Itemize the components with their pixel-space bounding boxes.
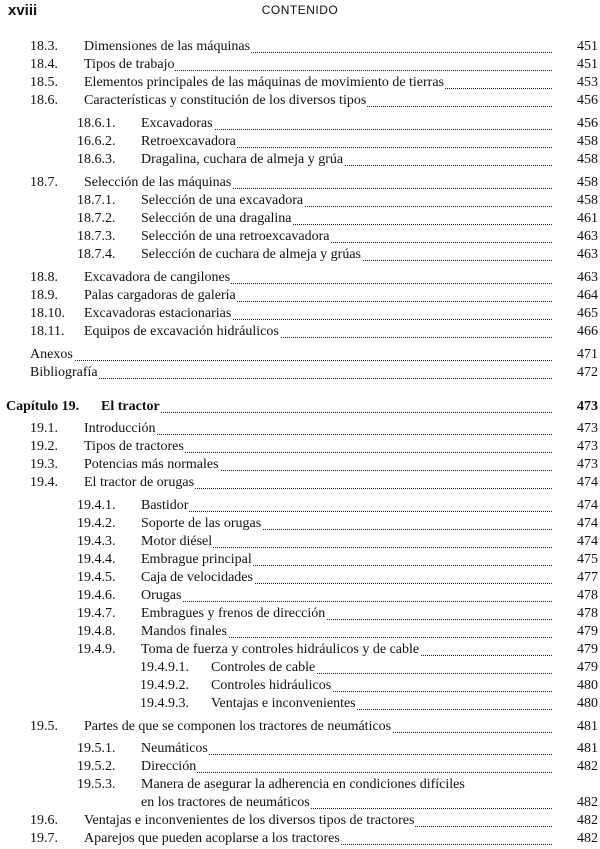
toc-entry-number: 19.5.3. xyxy=(77,777,116,792)
toc-entry-page: 481 xyxy=(577,719,598,734)
toc-entry-page: 475 xyxy=(577,552,598,567)
toc-entry-number: 19.5.2. xyxy=(77,759,116,774)
toc-entry-page: 482 xyxy=(577,813,598,828)
toc-entry-page: 479 xyxy=(577,624,598,639)
toc-entry-page: 465 xyxy=(577,306,598,321)
toc-entry-number: 18.7. xyxy=(30,175,58,190)
toc-entry xyxy=(0,718,598,736)
toc-entry-number: 19.4.9. xyxy=(77,642,116,657)
toc-entry-page: 481 xyxy=(577,741,598,756)
toc-entry-number: 18.8. xyxy=(30,270,58,285)
toc-entry-page: 479 xyxy=(577,642,598,657)
toc-entry-title: Selección de una retroexcavadora xyxy=(141,229,330,244)
toc-entry xyxy=(0,364,598,382)
toc-entry-title: Introducción xyxy=(84,421,156,436)
toc-entry-title: El tractor de orugas xyxy=(84,475,195,490)
toc-entry-page: 456 xyxy=(577,116,598,131)
toc-entry-number: 19.1. xyxy=(30,421,58,436)
toc-entry-number: 19.7. xyxy=(30,831,58,846)
toc-entry-page: 463 xyxy=(577,229,598,244)
toc-entry-number: 19.3. xyxy=(30,457,58,472)
toc-entry-page: 458 xyxy=(577,152,598,167)
toc-entry-number: 19.6. xyxy=(30,813,58,828)
toc-entry-number: 19.4.1. xyxy=(77,498,116,513)
toc-entry xyxy=(0,151,598,169)
toc-entry-number: 18.7.1. xyxy=(77,193,116,208)
dot-leader xyxy=(30,342,552,361)
toc-entry-number: 19.4.3. xyxy=(77,534,116,549)
toc-entry-number: 18.6.3. xyxy=(77,152,116,167)
toc-entry-number: 18.5. xyxy=(30,75,58,90)
toc-entry-title: Características y constitución de los diversos tipos xyxy=(84,93,367,108)
toc-entry-title: Selección de una excavadora xyxy=(141,193,304,208)
toc-entry-title: Palas cargadoras de galería xyxy=(84,288,236,303)
toc-entry-page: 474 xyxy=(577,534,598,549)
toc-entry-number: 18.10. xyxy=(30,306,65,321)
toc-entry-title: Ventajas e inconvenientes de los diversos tipos de tractores xyxy=(84,813,415,828)
toc-entry-number: 19.4. xyxy=(30,475,58,490)
toc-entry-title: Selección de una dragalina xyxy=(141,211,292,226)
toc-entry-title: Controles hidráulicos xyxy=(211,678,332,693)
toc-entry-page: 478 xyxy=(577,606,598,621)
toc-entry-title: Embragues y frenos de dirección xyxy=(141,606,326,621)
toc-entry-page: 473 xyxy=(577,457,598,472)
toc-entry-title: Motor diésel xyxy=(141,534,213,549)
toc-entry-page: 473 xyxy=(577,421,598,436)
toc-entry-number: 19.4.9.3. xyxy=(140,696,189,711)
dot-leader xyxy=(141,754,552,773)
toc-entry-title: Dimensiones de las máquinas xyxy=(84,39,251,54)
toc-entry-title: Tipos de tractores xyxy=(84,439,184,454)
toc-entry-title: Dragalina, cuchara de almeja y grúa xyxy=(141,152,344,167)
toc-entry-title: Equipos de excavación hidráulicos xyxy=(84,324,279,339)
toc-entry xyxy=(0,758,598,776)
page-number: xviii xyxy=(8,2,38,19)
toc-entry-number: 16.6.2. xyxy=(77,134,116,149)
toc-entry-title: Soporte de las orugas xyxy=(141,516,262,531)
dot-leader xyxy=(101,394,552,413)
toc-entry-page: 451 xyxy=(577,57,598,72)
toc-entry-number: 18.3. xyxy=(30,39,58,54)
toc-entry-number: 18.4. xyxy=(30,57,58,72)
toc-entry xyxy=(0,246,598,264)
toc-entry-page: 473 xyxy=(577,439,598,454)
toc-entry-number: 19.4.2. xyxy=(77,516,116,531)
toc-entry-page: 458 xyxy=(577,175,598,190)
toc-entry-title: Aparejos que pueden acoplarse a los tractores xyxy=(84,831,340,846)
running-head: CONTENIDO xyxy=(261,3,339,17)
toc-entry-number: 19.4.5. xyxy=(77,570,116,585)
toc-entry-page: 463 xyxy=(577,247,598,262)
toc-entry xyxy=(0,474,598,492)
dot-leader xyxy=(30,360,552,379)
toc-entry-title: Partes de que se componen los tractores de neumáticos xyxy=(84,719,392,734)
toc-entry-page: 458 xyxy=(577,134,598,149)
dot-leader xyxy=(141,493,552,512)
toc-entry-number: 18.6.1. xyxy=(77,116,116,131)
toc-entry-page: 456 xyxy=(577,93,598,108)
toc-entry-page: 479 xyxy=(577,660,598,675)
toc-entry xyxy=(0,398,598,416)
toc-entry xyxy=(0,92,598,110)
toc-entry-title: Bastidor xyxy=(141,498,189,513)
toc-entry-page: 461 xyxy=(577,211,598,226)
toc-entry-page: 482 xyxy=(577,759,598,774)
toc-entry-title: Caja de velocidades xyxy=(141,570,253,585)
toc-entry-page: 458 xyxy=(577,193,598,208)
toc-entry-number: Capítulo 19. xyxy=(6,399,80,414)
toc-entry-title: Dirección xyxy=(141,759,197,774)
toc-entry-title: Tipos de trabajo xyxy=(84,57,175,72)
toc-entry-page: 463 xyxy=(577,270,598,285)
toc-entry-title: Embrague principal xyxy=(141,552,252,567)
toc-entry-number: 19.4.6. xyxy=(77,588,116,603)
dot-leader xyxy=(141,583,552,602)
toc-entry-number: 19.4.4. xyxy=(77,552,116,567)
toc-entry-title: Orugas xyxy=(141,588,182,603)
toc-entry-page: 466 xyxy=(577,324,598,339)
toc-entry-title: Selección de cuchara de almeja y grúas xyxy=(141,247,362,262)
toc-entry-title: Selección de las máquinas xyxy=(84,175,232,190)
toc-entry-page: 474 xyxy=(577,498,598,513)
toc-entry-title: Controles de cable xyxy=(211,660,316,675)
toc-entry-page: 474 xyxy=(577,516,598,531)
toc-entry xyxy=(0,830,598,848)
toc-entry-number: 19.4.9.2. xyxy=(140,678,189,693)
toc-entry-title-continued: en los tractores de neumáticos xyxy=(141,795,310,810)
toc-entry-page: 471 xyxy=(577,347,598,362)
toc-entry-title: Excavadoras xyxy=(141,116,213,131)
toc-entry-number: 18.6. xyxy=(30,93,58,108)
toc-entry-title: Excavadora de cangilones xyxy=(84,270,231,285)
toc-entry-title: El tractor xyxy=(101,399,160,414)
toc-entry-page: 474 xyxy=(577,475,598,490)
toc-entry-page: 478 xyxy=(577,588,598,603)
toc-entry-page: 482 xyxy=(577,795,598,810)
toc-entry-page: 464 xyxy=(577,288,598,303)
toc-entry-number: 18.7.2. xyxy=(77,211,116,226)
toc-entry-number: 18.7.3. xyxy=(77,229,116,244)
toc-entry-number: 19.5. xyxy=(30,719,58,734)
toc-entry-page: 473 xyxy=(577,399,598,414)
toc-entry-title: Potencias más normales xyxy=(84,457,219,472)
toc-entry-title: Elementos principales de las máquinas de movimiento de tierras xyxy=(84,75,445,90)
toc-entry-title: Neumáticos xyxy=(141,741,208,756)
toc-entry-number: 19.4.9.1. xyxy=(140,660,189,675)
toc-entry xyxy=(0,776,598,810)
toc-entry-page: 482 xyxy=(577,831,598,846)
toc-entry-number: 18.11. xyxy=(30,324,65,339)
toc-entry-title: Mandos finales xyxy=(141,624,227,639)
toc-entry-number: 19.4.7. xyxy=(77,606,116,621)
toc-entry-number: 18.9. xyxy=(30,288,58,303)
toc-entry-page: 480 xyxy=(577,696,598,711)
toc-entry-title: Manera de asegurar la adherencia en condiciones difíciles xyxy=(141,777,465,792)
toc-entry xyxy=(0,323,598,341)
toc-entry-page: 477 xyxy=(577,570,598,585)
toc-entry xyxy=(0,695,598,713)
toc-entry-title: Toma de fuerza y controles hidráulicos y de cable xyxy=(141,642,420,657)
toc-entry-page: 480 xyxy=(577,678,598,693)
toc-entry-number: 19.4.8. xyxy=(77,624,116,639)
toc-entry-page: 472 xyxy=(577,365,598,380)
toc-entry-page: 453 xyxy=(577,75,598,90)
toc-entry-title: Bibliografía xyxy=(30,365,98,380)
toc-entry-number: 18.7.4. xyxy=(77,247,116,262)
toc-entry-title: Anexos xyxy=(30,347,73,362)
toc-entry-number: 19.2. xyxy=(30,439,58,454)
toc-entry-title: Retroexcavadora xyxy=(141,134,236,149)
toc-entry-title: Excavadoras estacionarias xyxy=(84,306,232,321)
toc-entry-number: 19.5.1. xyxy=(77,741,116,756)
toc-entry-page: 451 xyxy=(577,39,598,54)
toc-entry-title: Ventajas e inconvenientes xyxy=(211,696,356,711)
